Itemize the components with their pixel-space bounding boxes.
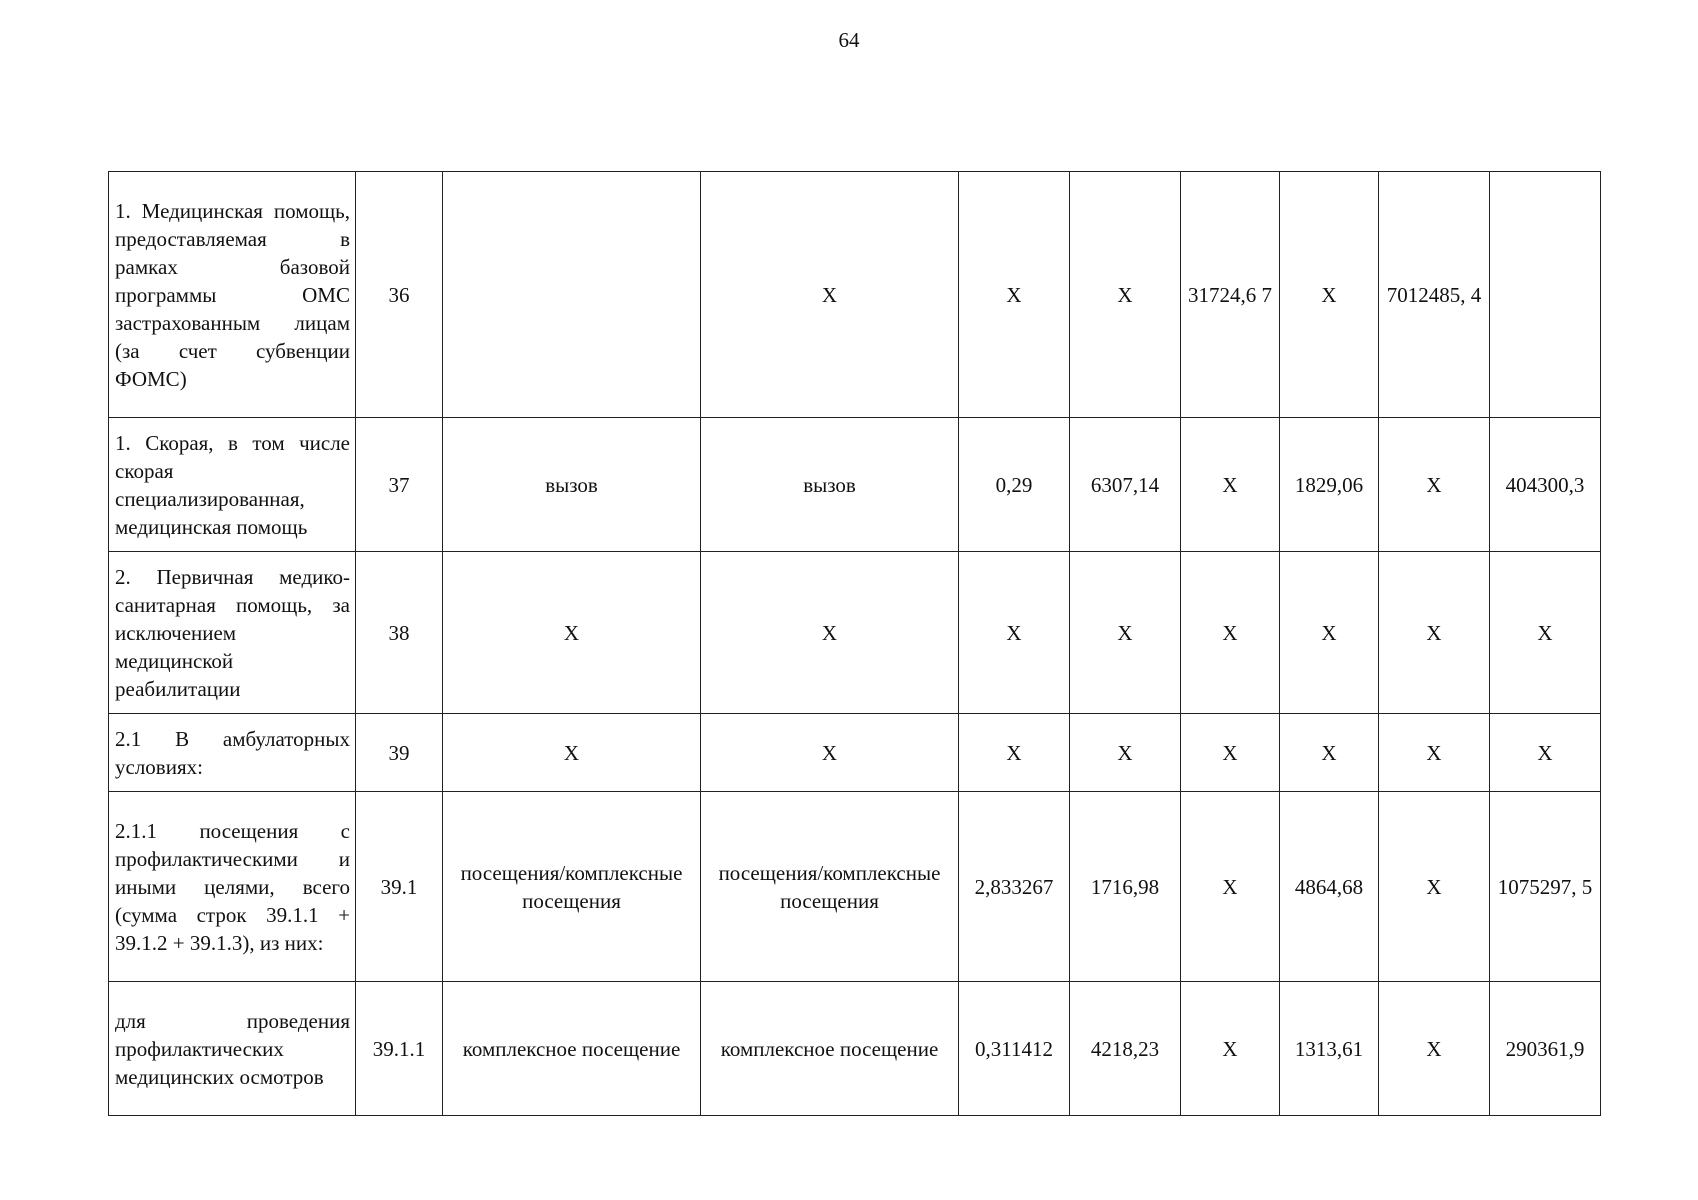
unit-cell: комплексное посещение (701, 982, 959, 1116)
value-cell: Х (959, 714, 1070, 792)
value-cell: Х (1181, 982, 1280, 1116)
value-cell: Х (1280, 552, 1379, 714)
value-cell: 31724,6 7 (1181, 172, 1280, 418)
value-cell: Х (1379, 714, 1490, 792)
value-cell: Х (1070, 714, 1181, 792)
table-row (109, 792, 1601, 982)
value-cell: 1313,61 (1280, 982, 1379, 1116)
value-cell: 0,311412 (959, 982, 1070, 1116)
row-name: 2. Первичная медико-санитарная помощь, за исключением медицинской реабилитации (109, 552, 356, 714)
value-cell: 7012485, 4 (1379, 172, 1490, 418)
value-cell: 404300,3 (1490, 418, 1601, 552)
value-cell: 1716,98 (1070, 792, 1181, 982)
value-cell: Х (1280, 172, 1379, 418)
value-cell (1490, 172, 1601, 418)
row-name: 2.1 В амбулаторных условиях: (109, 714, 356, 792)
value-cell: Х (1181, 552, 1280, 714)
unit-cell: комплексное посещение (443, 982, 701, 1116)
row-name: для проведения профилактических медицинских осмотров (109, 982, 356, 1116)
table-row (109, 552, 1601, 714)
page-number: 64 (838, 28, 860, 52)
value-cell: 4864,68 (1280, 792, 1379, 982)
row-number: 36 (356, 172, 443, 418)
unit-cell: вызов (443, 418, 701, 552)
value-cell: 1829,06 (1280, 418, 1379, 552)
value-cell: 4218,23 (1070, 982, 1181, 1116)
value-cell: Х (1379, 418, 1490, 552)
table-row (109, 418, 1601, 552)
value-cell: Х (1379, 982, 1490, 1116)
row-number: 38 (356, 552, 443, 714)
unit-cell: Х (443, 714, 701, 792)
table-row (109, 172, 1601, 418)
unit-cell: Х (701, 714, 959, 792)
row-number: 39.1 (356, 792, 443, 982)
unit-cell: Х (701, 552, 959, 714)
value-cell: Х (1181, 418, 1280, 552)
value-cell: Х (1490, 552, 1601, 714)
value-cell: Х (1181, 792, 1280, 982)
value-cell: Х (959, 172, 1070, 418)
value-cell: Х (1181, 714, 1280, 792)
unit-cell: посещения/комплексные посещения (701, 792, 959, 982)
table-row (109, 714, 1601, 792)
value-cell: Х (1379, 552, 1490, 714)
value-cell: 6307,14 (1070, 418, 1181, 552)
row-name: 1. Медицинская помощь, предоставляемая в рамках базовой программы ОМС застрахованным лицам (за счет субвенции ФОМС) (109, 172, 356, 418)
value-cell: Х (1070, 552, 1181, 714)
row-name: 1. Скорая, в том числе скорая специализированная, медицинская помощь (109, 418, 356, 552)
value-cell: 290361,9 (1490, 982, 1601, 1116)
value-cell: Х (1379, 792, 1490, 982)
row-number: 39.1.1 (356, 982, 443, 1116)
unit-cell: вызов (701, 418, 959, 552)
table-row (109, 982, 1601, 1116)
unit-cell: Х (701, 172, 959, 418)
value-cell: Х (1490, 714, 1601, 792)
unit-cell: посещения/комплексные посещения (443, 792, 701, 982)
row-number: 37 (356, 418, 443, 552)
value-cell: 1075297, 5 (1490, 792, 1601, 982)
value-cell: Х (1280, 714, 1379, 792)
row-number: 39 (356, 714, 443, 792)
data-table (108, 171, 1601, 1116)
unit-cell (443, 172, 701, 418)
unit-cell: Х (443, 552, 701, 714)
value-cell: 2,833267 (959, 792, 1070, 982)
value-cell: Х (1070, 172, 1181, 418)
row-name: 2.1.1 посещения с профилактическими и иными целями, всего (сумма строк 39.1.1 + 39.1.2 + 39.1.3), из них: (109, 792, 356, 982)
value-cell: 0,29 (959, 418, 1070, 552)
value-cell: Х (959, 552, 1070, 714)
